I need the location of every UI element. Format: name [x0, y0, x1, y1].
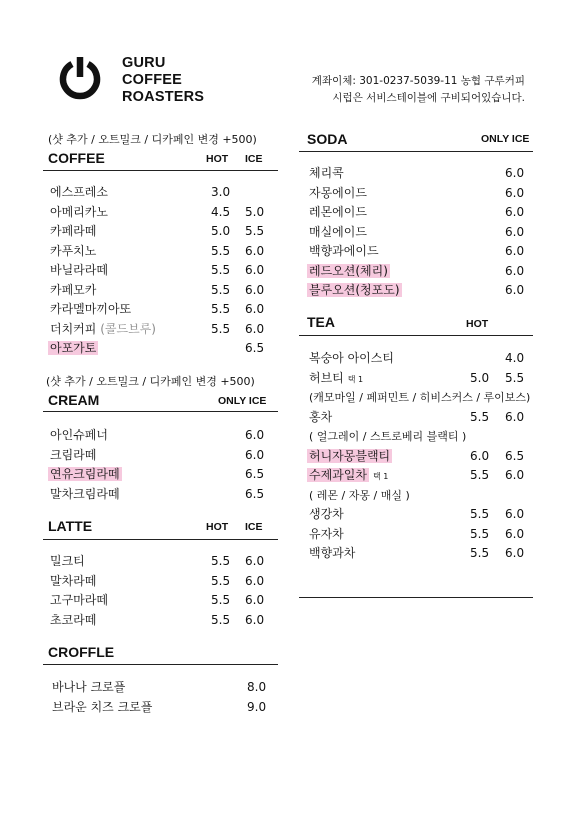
- menu-item-name: 카라멜마끼아또: [50, 302, 132, 316]
- menu-item-name: 말차라떼: [50, 573, 97, 588]
- menu-item: [0, 203, 582, 223]
- menu-item-name: 카푸치노: [50, 243, 97, 258]
- menu-item-choice-tag: 택 1: [372, 472, 389, 481]
- menu-item-hot-price: 4.5: [211, 204, 231, 219]
- menu-item: [0, 698, 290, 718]
- menu-item-name: 매실에이드: [309, 224, 367, 239]
- menu-item: [0, 262, 582, 282]
- menu-item-options: ( 레몬 / 자몽 / 매실 ): [309, 488, 410, 502]
- menu-item-price: 6.0: [505, 244, 525, 258]
- coffee-hot-header: HOT: [206, 153, 229, 165]
- menu-item-ice-price: 6.0: [245, 554, 265, 568]
- brand-line-2: COFFEE: [122, 72, 183, 88]
- menu-item-name: 카페모카: [50, 282, 97, 297]
- menu-item-name: 연유크림라떼: [50, 467, 120, 481]
- soda-title: SODA: [307, 131, 348, 147]
- brand-name: [122, 55, 204, 106]
- menu-item: [0, 447, 582, 467]
- tea-bottom-divider: [299, 597, 533, 598]
- account-info: [312, 73, 525, 107]
- menu-item-ice-price: 6.0: [245, 612, 265, 627]
- menu-item-ice-price: 6.0: [245, 573, 265, 588]
- menu-item: [0, 572, 290, 592]
- menu-item: [0, 486, 582, 506]
- menu-item-hot-price: 5.5: [211, 573, 231, 588]
- menu-item-price: 8.0: [247, 680, 267, 694]
- menu-item-hot-price: 5.5: [470, 526, 490, 541]
- menu-item-name: 자몽에이드: [309, 185, 367, 200]
- menu-item-name-wrap: [309, 466, 388, 487]
- menu-item-name: 에스프레소: [50, 185, 108, 199]
- menu-item-price: 6.5: [245, 486, 265, 501]
- menu-item: [0, 388, 582, 408]
- menu-item-name-wrap: [309, 223, 367, 243]
- menu-item-price: 6.0: [505, 224, 525, 239]
- menu-item-hot-price: 5.5: [470, 546, 490, 560]
- power-logo-icon: [57, 55, 103, 101]
- menu-item-hot-price: 5.5: [211, 321, 231, 336]
- menu-item-hot-price: 5.5: [211, 302, 231, 316]
- menu-item-options: (캐모마일 / 페퍼민트 / 히비스커스 / 루이보스): [309, 391, 531, 404]
- menu-item-ice-price: 5.5: [505, 370, 525, 385]
- soda-only-ice-header: ONLY ICE: [481, 133, 530, 145]
- menu-item-name-suffix: (콜드브루): [100, 321, 156, 336]
- menu-item-price: 6.0: [505, 283, 525, 297]
- menu-item-hot-price: 5.5: [211, 593, 231, 607]
- menu-item-name: 유자차: [309, 526, 344, 541]
- menu-item-price: 6.0: [245, 428, 265, 442]
- tea-list: [0, 349, 582, 564]
- tea-title: TEA: [307, 314, 335, 330]
- menu-item-hot-price: 5.5: [211, 612, 231, 627]
- menu-item-name: 바닐라라떼: [50, 263, 108, 277]
- account-info-line-1: 계좌이체: 301-0237-5039-11 농협 구루커피: [311, 75, 525, 87]
- menu-item: [0, 242, 582, 262]
- menu-item-name-wrap: [309, 447, 392, 467]
- menu-item-name: 카페라떼: [50, 224, 97, 238]
- menu-item-name-wrap: [50, 300, 131, 320]
- menu-item-name: 바나나 크로플: [52, 680, 126, 694]
- menu-item-hot-price: 5.0: [470, 370, 490, 385]
- menu-item-price: 6.0: [505, 205, 525, 219]
- latte-list: [0, 552, 290, 630]
- menu-item-ice-price: 6.0: [245, 243, 265, 258]
- coffee-ice-header: ICE: [245, 153, 263, 165]
- menu-item-name: 허니자몽블랙티: [309, 448, 391, 463]
- menu-item-hot-price: 5.5: [470, 507, 490, 521]
- menu-item: [0, 505, 582, 525]
- menu-item-name: 아인슈페너: [50, 428, 108, 442]
- menu-item-name: 체리콕: [309, 166, 344, 180]
- menu-item-ice-price: 6.0: [245, 263, 265, 277]
- menu-item-name: 브라운 치즈 크로플: [52, 699, 153, 714]
- latte-ice-header: ICE: [245, 521, 263, 533]
- menu-item-name: 아메리카노: [50, 204, 108, 219]
- menu-item-options: ( 얼그레이 / 스트로베리 블랙티 ): [309, 430, 467, 443]
- menu-item: [0, 466, 582, 486]
- menu-item-name-wrap: [309, 505, 344, 525]
- menu-item-name: 홍차: [309, 409, 333, 424]
- menu-item-name: 아포가토: [50, 341, 97, 355]
- soda-divider: [299, 151, 533, 152]
- menu-item-price: 6.0: [505, 166, 525, 180]
- menu-item-price: 6.0: [505, 185, 525, 200]
- menu-item: [0, 164, 582, 184]
- menu-item-price: 6.0: [505, 263, 525, 278]
- menu-item-hot-price: 5.5: [211, 243, 231, 258]
- menu-item: [0, 320, 290, 340]
- menu-item: [0, 427, 582, 447]
- menu-item: [0, 349, 582, 369]
- menu-item-name: 크림라떼: [50, 447, 97, 462]
- menu-item: [0, 544, 582, 564]
- brand-line-3: ROASTERS: [122, 89, 205, 105]
- menu-item-ice-price: 6.0: [505, 546, 525, 560]
- menu-item: [0, 223, 582, 243]
- menu-item-name-wrap: [309, 408, 332, 428]
- menu-item-name: 블루오션(청포도): [309, 283, 400, 297]
- menu-item-ice-price: 6.5: [505, 448, 525, 463]
- menu-item-ice-price: 6.0: [505, 409, 525, 424]
- menu-item-ice-price: 6.0: [245, 282, 265, 297]
- menu-item-ice-price: 6.0: [505, 507, 525, 521]
- menu-item-hot-price: 5.0: [211, 224, 231, 238]
- menu-item-name-wrap: [50, 591, 108, 611]
- menu-item: [0, 678, 290, 698]
- menu-item-name: 더치커피: [50, 321, 97, 336]
- menu-item-name-wrap: [52, 698, 152, 718]
- menu-item-name: 레드오션(체리): [309, 263, 388, 278]
- menu-item-name-wrap: [309, 164, 344, 184]
- menu-item-hot-price: 5.5: [211, 554, 231, 568]
- cream-note: (샷 추가 / 오트밀크 / 디카페인 변경 +500): [46, 375, 255, 388]
- menu-item-price: 6.5: [245, 467, 265, 481]
- menu-item-hot-price: 3.0: [211, 185, 231, 199]
- croffle-title: CROFFLE: [48, 644, 115, 660]
- soda-list: [0, 164, 582, 301]
- coffee-title: COFFEE: [48, 150, 105, 166]
- menu-item: [0, 369, 582, 389]
- menu-item-name-wrap: [309, 281, 402, 301]
- menu-item: [0, 300, 290, 320]
- menu-item-name: 말차크림라떼: [50, 486, 120, 501]
- menu-item-name-wrap: [50, 320, 156, 340]
- coffee-note: (샷 추가 / 오트밀크 / 디카페인 변경 +500): [48, 133, 257, 146]
- menu-item-price: 6.0: [245, 447, 265, 462]
- menu-item-hot-price: 6.0: [470, 448, 490, 463]
- latte-title: LATTE: [48, 518, 93, 534]
- menu-item-name-wrap: [309, 369, 363, 390]
- menu-item-hot-price: 5.5: [470, 468, 490, 482]
- menu-item-hot-price: 5.5: [211, 282, 231, 297]
- latte-hot-header: HOT: [206, 521, 229, 533]
- menu-item-name: 밀크티: [50, 554, 85, 568]
- menu-item-ice-price: 6.0: [245, 302, 265, 316]
- menu-item-name-wrap: [309, 262, 390, 282]
- cream-title: CREAM: [48, 392, 100, 408]
- menu-item: [0, 184, 582, 204]
- menu-item-ice-price: 4.0: [505, 351, 525, 365]
- tea-hot-header: HOT: [466, 318, 489, 330]
- menu-item: [0, 408, 582, 428]
- menu-item-name: 복숭아 아이스티: [309, 351, 394, 365]
- menu-item-ice-price: 6.0: [245, 321, 265, 336]
- menu-item-name-wrap: [50, 611, 96, 631]
- cream-only-ice-header: ONLY ICE: [218, 395, 267, 407]
- menu-item-ice-price: 6.0: [505, 468, 525, 482]
- croffle-divider: [43, 664, 278, 665]
- menu-item-name: 수제과일차: [309, 468, 367, 482]
- menu-item-name: 초코라떼: [50, 612, 97, 627]
- menu-item: [0, 525, 582, 545]
- menu-item-name: 레몬에이드: [309, 205, 367, 219]
- menu-item-price: 9.0: [247, 699, 267, 714]
- account-info-line-2: 시럽은 서비스테이블에 구비되어있습니다.: [332, 92, 525, 104]
- menu-item-ice-price: 5.0: [245, 204, 265, 219]
- menu-item: [0, 281, 582, 301]
- menu-item-name-wrap: [309, 544, 355, 564]
- menu-item-name: 허브티: [309, 370, 344, 385]
- menu-item-name: 고구마라떼: [50, 593, 108, 607]
- menu-item-name-wrap: [50, 572, 96, 592]
- tea-divider: [299, 335, 533, 336]
- menu-item-ice-price: 6.0: [505, 526, 525, 541]
- menu-item-ice-price: 6.5: [245, 341, 265, 355]
- menu-item-name-wrap: [309, 184, 367, 204]
- menu-item-name-wrap: [309, 349, 394, 369]
- menu-item-name-wrap: [309, 525, 344, 545]
- brand-line-1: GURU: [122, 55, 166, 71]
- menu-item-name-wrap: [309, 203, 367, 223]
- menu-item-ice-price: 5.5: [245, 224, 265, 238]
- menu-item: [0, 591, 290, 611]
- croffle-list: [0, 678, 290, 717]
- menu-item-hot-price: 5.5: [470, 409, 490, 424]
- menu-item-ice-price: 6.0: [245, 593, 265, 607]
- menu-item-name: 생강차: [309, 507, 344, 521]
- menu-item-name-wrap: [52, 678, 125, 698]
- menu-item-choice-tag: 택 1: [347, 374, 364, 384]
- menu-item-hot-price: 5.5: [211, 263, 231, 277]
- menu-item-name: 백향과에이드: [309, 244, 379, 258]
- menu-item: [0, 611, 290, 631]
- menu-item-name-wrap: [309, 242, 379, 262]
- menu-item-name: 백향과차: [309, 546, 356, 560]
